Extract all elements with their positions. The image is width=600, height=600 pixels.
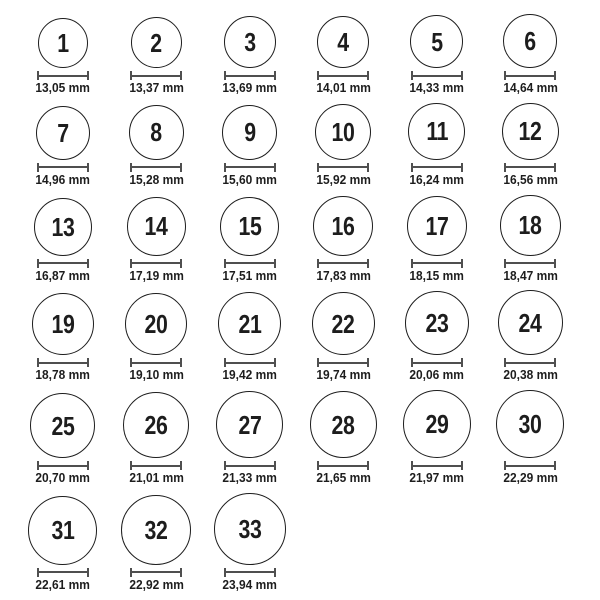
ring-size-item: [297, 391, 391, 485]
ring-size-item: [297, 104, 391, 187]
ring-circle: [125, 293, 187, 355]
ring-size-item: [203, 105, 297, 187]
diameter-label: 14,33 mm: [409, 80, 465, 95]
ring-size-number: 27: [238, 409, 262, 440]
diameter-label: 18,47 mm: [502, 267, 558, 283]
diameter-label: 20,06 mm: [409, 367, 465, 383]
diameter-label: 16,56 mm: [502, 171, 558, 187]
diameter-dimension-line: [224, 163, 276, 172]
ring-size-item: [110, 392, 204, 485]
ring-row: [16, 14, 582, 95]
ring-row: [16, 493, 582, 592]
diameter-label: 15,28 mm: [128, 171, 184, 187]
diameter-dimension-line: [317, 358, 369, 367]
ring-circle: [131, 17, 182, 68]
ring-size-number: 15: [238, 211, 262, 242]
ring-size-number: 16: [331, 210, 355, 241]
diameter-dimension-line: [130, 568, 182, 577]
ring-size-item: [110, 197, 204, 283]
ring-circle: [222, 105, 277, 160]
ring-size-item: [110, 495, 204, 592]
ring-size-number: 8: [150, 117, 162, 148]
ring-size-item: [203, 292, 297, 382]
ring-circle: [496, 390, 564, 458]
ring-size-item: [16, 393, 110, 485]
ring-circle: [410, 15, 463, 68]
diameter-label: 14,96 mm: [35, 171, 91, 187]
diameter-label: 18,78 mm: [35, 367, 91, 383]
ring-circle: [224, 16, 276, 68]
diameter-label: 14,64 mm: [502, 80, 558, 95]
ring-size-item: [110, 293, 204, 382]
ring-size-item: [110, 17, 204, 95]
diameter-dimension-line: [224, 358, 276, 367]
diameter-dimension-line: [37, 461, 89, 470]
ring-circle: [30, 393, 95, 458]
ring-size-item: [203, 16, 297, 95]
diameter-label: 15,92 mm: [315, 171, 371, 187]
ring-circle: [123, 392, 189, 458]
ring-size-number: 25: [51, 410, 75, 441]
ring-size-item: [484, 195, 578, 283]
ring-size-number: 32: [144, 514, 168, 545]
ring-size-number: 24: [518, 307, 542, 338]
diameter-label: 21,65 mm: [315, 470, 371, 486]
diameter-label: 21,97 mm: [409, 470, 465, 486]
ring-circle: [220, 197, 279, 256]
diameter-label: 16,24 mm: [409, 171, 465, 187]
diameter-dimension-line: [224, 259, 276, 268]
ring-size-number: 4: [337, 27, 349, 57]
ring-size-number: 5: [431, 26, 443, 57]
diameter-label: 15,60 mm: [222, 171, 278, 187]
ring-size-item: [203, 197, 297, 283]
ring-circle: [403, 390, 471, 458]
diameter-label: 22,29 mm: [502, 470, 558, 486]
diameter-dimension-line: [37, 259, 89, 268]
diameter-dimension-line: [37, 163, 89, 172]
diameter-label: 19,10 mm: [128, 367, 184, 383]
ring-size-number: 12: [518, 116, 542, 147]
diameter-label: 20,70 mm: [35, 470, 91, 486]
diameter-dimension-line: [411, 71, 463, 80]
ring-size-number: 28: [331, 409, 355, 440]
ring-size-number: 23: [425, 308, 449, 339]
diameter-dimension-line: [130, 358, 182, 367]
ring-size-item: [16, 293, 110, 382]
ring-size-item: [110, 105, 204, 187]
ring-circle: [502, 103, 559, 160]
diameter-label: 17,83 mm: [315, 267, 371, 283]
ring-size-number: 20: [144, 309, 168, 340]
ring-circle: [214, 493, 286, 565]
ring-circle: [317, 16, 369, 68]
diameter-dimension-line: [224, 71, 276, 80]
diameter-dimension-line: [504, 71, 556, 80]
ring-size-item: [16, 496, 110, 592]
ring-row: [16, 290, 582, 382]
ring-size-item: [484, 14, 578, 95]
ring-size-item: [297, 292, 391, 382]
ring-circle: [500, 195, 561, 256]
ring-circle: [315, 104, 371, 160]
ring-circle: [129, 105, 184, 160]
ring-circle: [313, 196, 373, 256]
ring-circle: [38, 18, 88, 68]
diameter-dimension-line: [130, 259, 182, 268]
ring-size-item: [16, 106, 110, 187]
ring-circle: [34, 198, 92, 256]
diameter-dimension-line: [37, 71, 89, 80]
ring-size-item: [390, 390, 484, 485]
ring-circle: [216, 391, 283, 458]
ring-size-item: [203, 391, 297, 485]
diameter-label: 14,01 mm: [315, 80, 371, 95]
ring-size-number: 22: [331, 308, 355, 339]
ring-size-number: 33: [238, 513, 262, 544]
diameter-dimension-line: [317, 461, 369, 470]
ring-size-number: 17: [425, 210, 449, 241]
diameter-dimension-line: [411, 461, 463, 470]
ring-size-item: [390, 196, 484, 283]
ring-size-number: 26: [144, 410, 168, 441]
ring-size-item: [390, 291, 484, 382]
ring-size-number: 19: [51, 309, 75, 340]
diameter-dimension-line: [411, 259, 463, 268]
ring-circle: [32, 293, 94, 355]
ring-size-number: 13: [51, 211, 75, 242]
diameter-dimension-line: [130, 461, 182, 470]
ring-size-item: [297, 196, 391, 283]
ring-size-number: 21: [238, 308, 262, 339]
diameter-dimension-line: [224, 568, 276, 577]
diameter-label: 16,87 mm: [35, 267, 91, 283]
ring-size-item: [484, 103, 578, 187]
diameter-label: 22,92 mm: [128, 576, 184, 592]
ring-circle: [121, 495, 191, 565]
ring-row: [16, 103, 582, 187]
ring-circle: [127, 197, 186, 256]
ring-circle: [218, 292, 281, 355]
ring-size-number: 3: [244, 27, 256, 57]
ring-size-item: [16, 18, 110, 95]
diameter-dimension-line: [504, 259, 556, 268]
ring-size-number: 30: [518, 409, 542, 440]
diameter-dimension-line: [317, 71, 369, 80]
ring-size-number: 10: [331, 116, 355, 147]
ring-circle: [28, 496, 97, 565]
ring-size-item: [16, 198, 110, 283]
diameter-dimension-line: [37, 358, 89, 367]
diameter-label: 18,15 mm: [409, 267, 465, 283]
diameter-label: 19,74 mm: [315, 367, 371, 383]
diameter-dimension-line: [37, 568, 89, 577]
ring-size-item: [203, 493, 297, 592]
ring-size-item: [297, 16, 391, 95]
ring-size-item: [390, 15, 484, 95]
diameter-label: 17,19 mm: [128, 267, 184, 283]
ring-size-number: 7: [57, 117, 69, 148]
ring-size-item: [484, 390, 578, 485]
ring-circle: [407, 196, 467, 256]
ring-size-number: 31: [51, 515, 75, 546]
ring-size-number: 11: [425, 116, 448, 147]
diameter-label: 22,61 mm: [35, 576, 91, 592]
diameter-label: 21,01 mm: [128, 470, 184, 486]
ring-size-item: [484, 290, 578, 382]
diameter-label: 23,94 mm: [222, 576, 278, 592]
diameter-dimension-line: [411, 163, 463, 172]
diameter-label: 19,42 mm: [222, 367, 278, 383]
diameter-label: 13,37 mm: [128, 80, 184, 95]
ring-row: [16, 390, 582, 485]
diameter-label: 13,69 mm: [222, 80, 278, 95]
diameter-dimension-line: [411, 358, 463, 367]
diameter-label: 21,33 mm: [222, 470, 278, 486]
ring-size-number: 29: [425, 409, 449, 440]
ring-size-number: 2: [150, 27, 162, 58]
ring-circle: [503, 14, 557, 68]
ring-circle: [405, 291, 469, 355]
ring-size-number: 1: [57, 28, 69, 58]
ring-circle: [36, 106, 90, 160]
ring-size-number: 9: [244, 117, 256, 148]
diameter-dimension-line: [130, 71, 182, 80]
diameter-dimension-line: [130, 163, 182, 172]
ring-size-item: [390, 103, 484, 187]
diameter-dimension-line: [504, 163, 556, 172]
diameter-label: 20,38 mm: [502, 367, 558, 383]
ring-size-number: 18: [518, 210, 542, 241]
ring-circle: [312, 292, 375, 355]
ring-circle: [310, 391, 377, 458]
diameter-dimension-line: [504, 461, 556, 470]
diameter-dimension-line: [317, 259, 369, 268]
diameter-label: 13,05 mm: [35, 80, 91, 95]
diameter-label: 17,51 mm: [222, 267, 278, 283]
diameter-dimension-line: [317, 163, 369, 172]
ring-size-number: 14: [144, 211, 168, 242]
ring-circle: [498, 290, 563, 355]
diameter-dimension-line: [224, 461, 276, 470]
ring-circle: [408, 103, 465, 160]
ring-size-number: 6: [524, 26, 536, 56]
ring-row: [16, 195, 582, 283]
diameter-dimension-line: [504, 358, 556, 367]
